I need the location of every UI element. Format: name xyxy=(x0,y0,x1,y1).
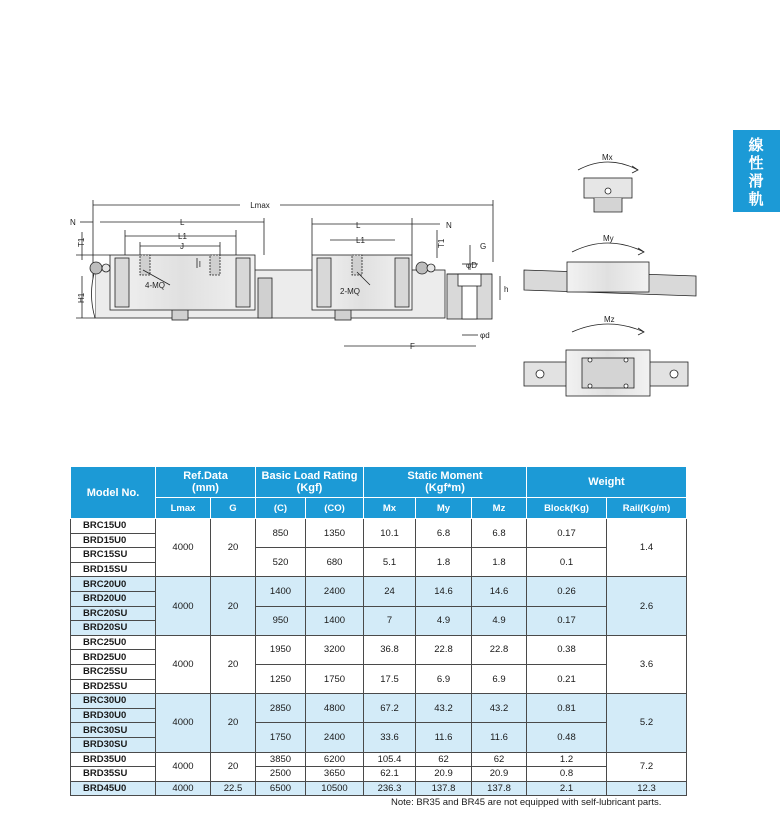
model-cell: BRC30SU xyxy=(71,723,156,738)
model-cell: BRD30SU xyxy=(71,737,156,752)
dim-f: F xyxy=(410,342,415,351)
my-view xyxy=(524,234,696,296)
my-cell: 22.8 xyxy=(416,635,472,664)
label-2-mq: 2-MQ xyxy=(340,287,360,296)
co-cell: 1750 xyxy=(306,664,364,693)
g-cell: 20 xyxy=(211,752,256,781)
model-cell: BRC15SU xyxy=(71,548,156,563)
model-cell: BRD25SU xyxy=(71,679,156,694)
header-static-moment: Static Moment (Kgf*m) xyxy=(364,467,527,498)
label-4-mq: 4-MQ xyxy=(145,281,165,290)
subheader: Lmax xyxy=(156,498,211,519)
my-cell: 6.9 xyxy=(416,664,472,693)
table-row xyxy=(71,752,687,767)
mx-cell: 36.8 xyxy=(364,635,416,664)
c-cell: 1950 xyxy=(256,635,306,664)
block-cell: 0.81 xyxy=(527,694,607,723)
label-my: My xyxy=(603,234,614,243)
co-cell: 680 xyxy=(306,548,364,577)
c-cell: 2850 xyxy=(256,694,306,723)
my-cell: 14.6 xyxy=(416,577,472,606)
co-cell: 1400 xyxy=(306,606,364,635)
mx-view xyxy=(578,153,638,212)
spec-table xyxy=(70,466,687,796)
dim-l1-right: L1 xyxy=(356,236,365,245)
mz-cell: 137.8 xyxy=(472,781,527,796)
side-tab-char: 滑 xyxy=(748,172,765,190)
mz-view xyxy=(524,315,688,396)
lmax-cell: 4000 xyxy=(156,635,211,693)
rail-cell: 3.6 xyxy=(607,635,687,693)
mx-cell: 62.1 xyxy=(364,767,416,782)
mz-cell: 22.8 xyxy=(472,635,527,664)
rail-cell: 7.2 xyxy=(607,752,687,781)
dim-l-right: L xyxy=(356,221,361,230)
c-cell: 2500 xyxy=(256,767,306,782)
lmax-cell: 4000 xyxy=(156,577,211,635)
mx-cell: 7 xyxy=(364,606,416,635)
mz-cell: 43.2 xyxy=(472,694,527,723)
dim-l-small: l xyxy=(199,260,201,269)
dim-l-left: L xyxy=(180,218,185,227)
block-cell: 1.2 xyxy=(527,752,607,767)
co-cell: 2400 xyxy=(306,723,364,752)
mx-cell: 10.1 xyxy=(364,519,416,548)
mz-cell: 20.9 xyxy=(472,767,527,782)
dim-n-right: N xyxy=(446,221,452,230)
co-cell: 6200 xyxy=(306,752,364,767)
header-ref-data: Ref.Data (mm) xyxy=(156,467,256,498)
subheader: G xyxy=(211,498,256,519)
mz-cell: 6.8 xyxy=(472,519,527,548)
subheader: (CO) xyxy=(306,498,364,519)
model-cell: BRC15U0 xyxy=(71,519,156,534)
dim-t1-left: T1 xyxy=(77,237,86,247)
subheader: Rail(Kg/m) xyxy=(607,498,687,519)
table-row xyxy=(71,781,687,796)
my-cell: 6.8 xyxy=(416,519,472,548)
g-cell: 20 xyxy=(211,577,256,635)
block-cell: 0.17 xyxy=(527,519,607,548)
model-cell: BRD45U0 xyxy=(71,781,156,796)
subheader: Mx xyxy=(364,498,416,519)
side-tab-char: 軌 xyxy=(748,190,765,208)
table-row xyxy=(71,635,687,650)
dim-l1-left: L1 xyxy=(178,232,187,241)
mx-cell: 105.4 xyxy=(364,752,416,767)
lmax-cell: 4000 xyxy=(156,519,211,577)
table-row xyxy=(71,519,687,534)
label-mz: Mz xyxy=(604,315,615,324)
co-cell: 3200 xyxy=(306,635,364,664)
mz-cell: 14.6 xyxy=(472,577,527,606)
block-cell: 0.48 xyxy=(527,723,607,752)
mx-cell: 24 xyxy=(364,577,416,606)
c-cell: 850 xyxy=(256,519,306,548)
block-cell: 0.8 xyxy=(527,767,607,782)
block-cell: 0.17 xyxy=(527,606,607,635)
dim-phi-d-lower: φd xyxy=(480,331,490,340)
lmax-label: Lmax xyxy=(250,201,270,210)
g-cell: 22.5 xyxy=(211,781,256,796)
dim-phi-d-upper: φD xyxy=(466,261,477,270)
co-cell: 10500 xyxy=(306,781,364,796)
co-cell: 2400 xyxy=(306,577,364,606)
c-cell: 6500 xyxy=(256,781,306,796)
my-cell: 4.9 xyxy=(416,606,472,635)
table-row xyxy=(71,694,687,709)
c-cell: 950 xyxy=(256,606,306,635)
lmax-cell: 4000 xyxy=(156,781,211,796)
dim-h1: H1 xyxy=(77,292,86,303)
header-model: Model No. xyxy=(71,467,156,519)
model-cell: BRD30U0 xyxy=(71,708,156,723)
my-cell: 11.6 xyxy=(416,723,472,752)
subheader: Block(Kg) xyxy=(527,498,607,519)
my-cell: 1.8 xyxy=(416,548,472,577)
rail-cell: 1.4 xyxy=(607,519,687,577)
mz-cell: 11.6 xyxy=(472,723,527,752)
mx-cell: 67.2 xyxy=(364,694,416,723)
c-cell: 1250 xyxy=(256,664,306,693)
header-load-rating: Basic Load Rating (Kgf) xyxy=(256,467,364,498)
footnote: Note: BR35 and BR45 are not equipped with self-lubricant parts. xyxy=(391,797,662,808)
rail-cell: 12.3 xyxy=(607,781,687,796)
lmax-cell: 4000 xyxy=(156,752,211,781)
subheader: Mz xyxy=(472,498,527,519)
dim-j: J xyxy=(180,242,184,251)
mx-cell: 17.5 xyxy=(364,664,416,693)
block-cell: 2.1 xyxy=(527,781,607,796)
mx-cell: 33.6 xyxy=(364,723,416,752)
side-category-tab xyxy=(733,130,780,212)
dim-n-left: N xyxy=(70,218,76,227)
c-cell: 3850 xyxy=(256,752,306,767)
lmax-cell: 4000 xyxy=(156,694,211,752)
model-cell: BRD20U0 xyxy=(71,591,156,606)
c-cell: 1750 xyxy=(256,723,306,752)
block-cell: 0.26 xyxy=(527,577,607,606)
model-cell: BRD35U0 xyxy=(71,752,156,767)
rail-cell: 5.2 xyxy=(607,694,687,752)
block-cell: 0.1 xyxy=(527,548,607,577)
mz-cell: 1.8 xyxy=(472,548,527,577)
block-cell: 0.21 xyxy=(527,664,607,693)
my-cell: 137.8 xyxy=(416,781,472,796)
model-cell: BRD15U0 xyxy=(71,533,156,548)
rail-cell: 2.6 xyxy=(607,577,687,635)
side-tab-char: 性 xyxy=(748,154,765,172)
c-cell: 1400 xyxy=(256,577,306,606)
c-cell: 520 xyxy=(256,548,306,577)
dim-h: h xyxy=(504,285,509,294)
header-weight: Weight xyxy=(527,467,687,498)
model-cell: BRC25U0 xyxy=(71,635,156,650)
mz-cell: 4.9 xyxy=(472,606,527,635)
model-cell: BRD15SU xyxy=(71,562,156,577)
g-cell: 20 xyxy=(211,694,256,752)
mz-cell: 6.9 xyxy=(472,664,527,693)
mx-cell: 236.3 xyxy=(364,781,416,796)
label-mx: Mx xyxy=(602,153,613,162)
technical-drawing xyxy=(60,135,710,400)
model-cell: BRD25U0 xyxy=(71,650,156,665)
side-tab-char: 線 xyxy=(748,136,765,154)
model-cell: BRC30U0 xyxy=(71,694,156,709)
mz-cell: 62 xyxy=(472,752,527,767)
my-cell: 20.9 xyxy=(416,767,472,782)
co-cell: 4800 xyxy=(306,694,364,723)
subheader: (C) xyxy=(256,498,306,519)
my-cell: 43.2 xyxy=(416,694,472,723)
my-cell: 62 xyxy=(416,752,472,767)
model-cell: BRC20U0 xyxy=(71,577,156,592)
g-cell: 20 xyxy=(211,635,256,693)
model-cell: BRC20SU xyxy=(71,606,156,621)
model-cell: BRD20SU xyxy=(71,621,156,636)
model-cell: BRC25SU xyxy=(71,664,156,679)
left-block xyxy=(90,255,255,310)
subheader: My xyxy=(416,498,472,519)
dim-g: G xyxy=(480,242,487,251)
dim-t1-right: T1 xyxy=(437,238,446,248)
table-row xyxy=(71,577,687,592)
mx-cell: 5.1 xyxy=(364,548,416,577)
block-cell: 0.38 xyxy=(527,635,607,664)
co-cell: 1350 xyxy=(306,519,364,548)
co-cell: 3650 xyxy=(306,767,364,782)
rail-end-section xyxy=(447,274,492,319)
model-cell: BRD35SU xyxy=(71,767,156,782)
g-cell: 20 xyxy=(211,519,256,577)
